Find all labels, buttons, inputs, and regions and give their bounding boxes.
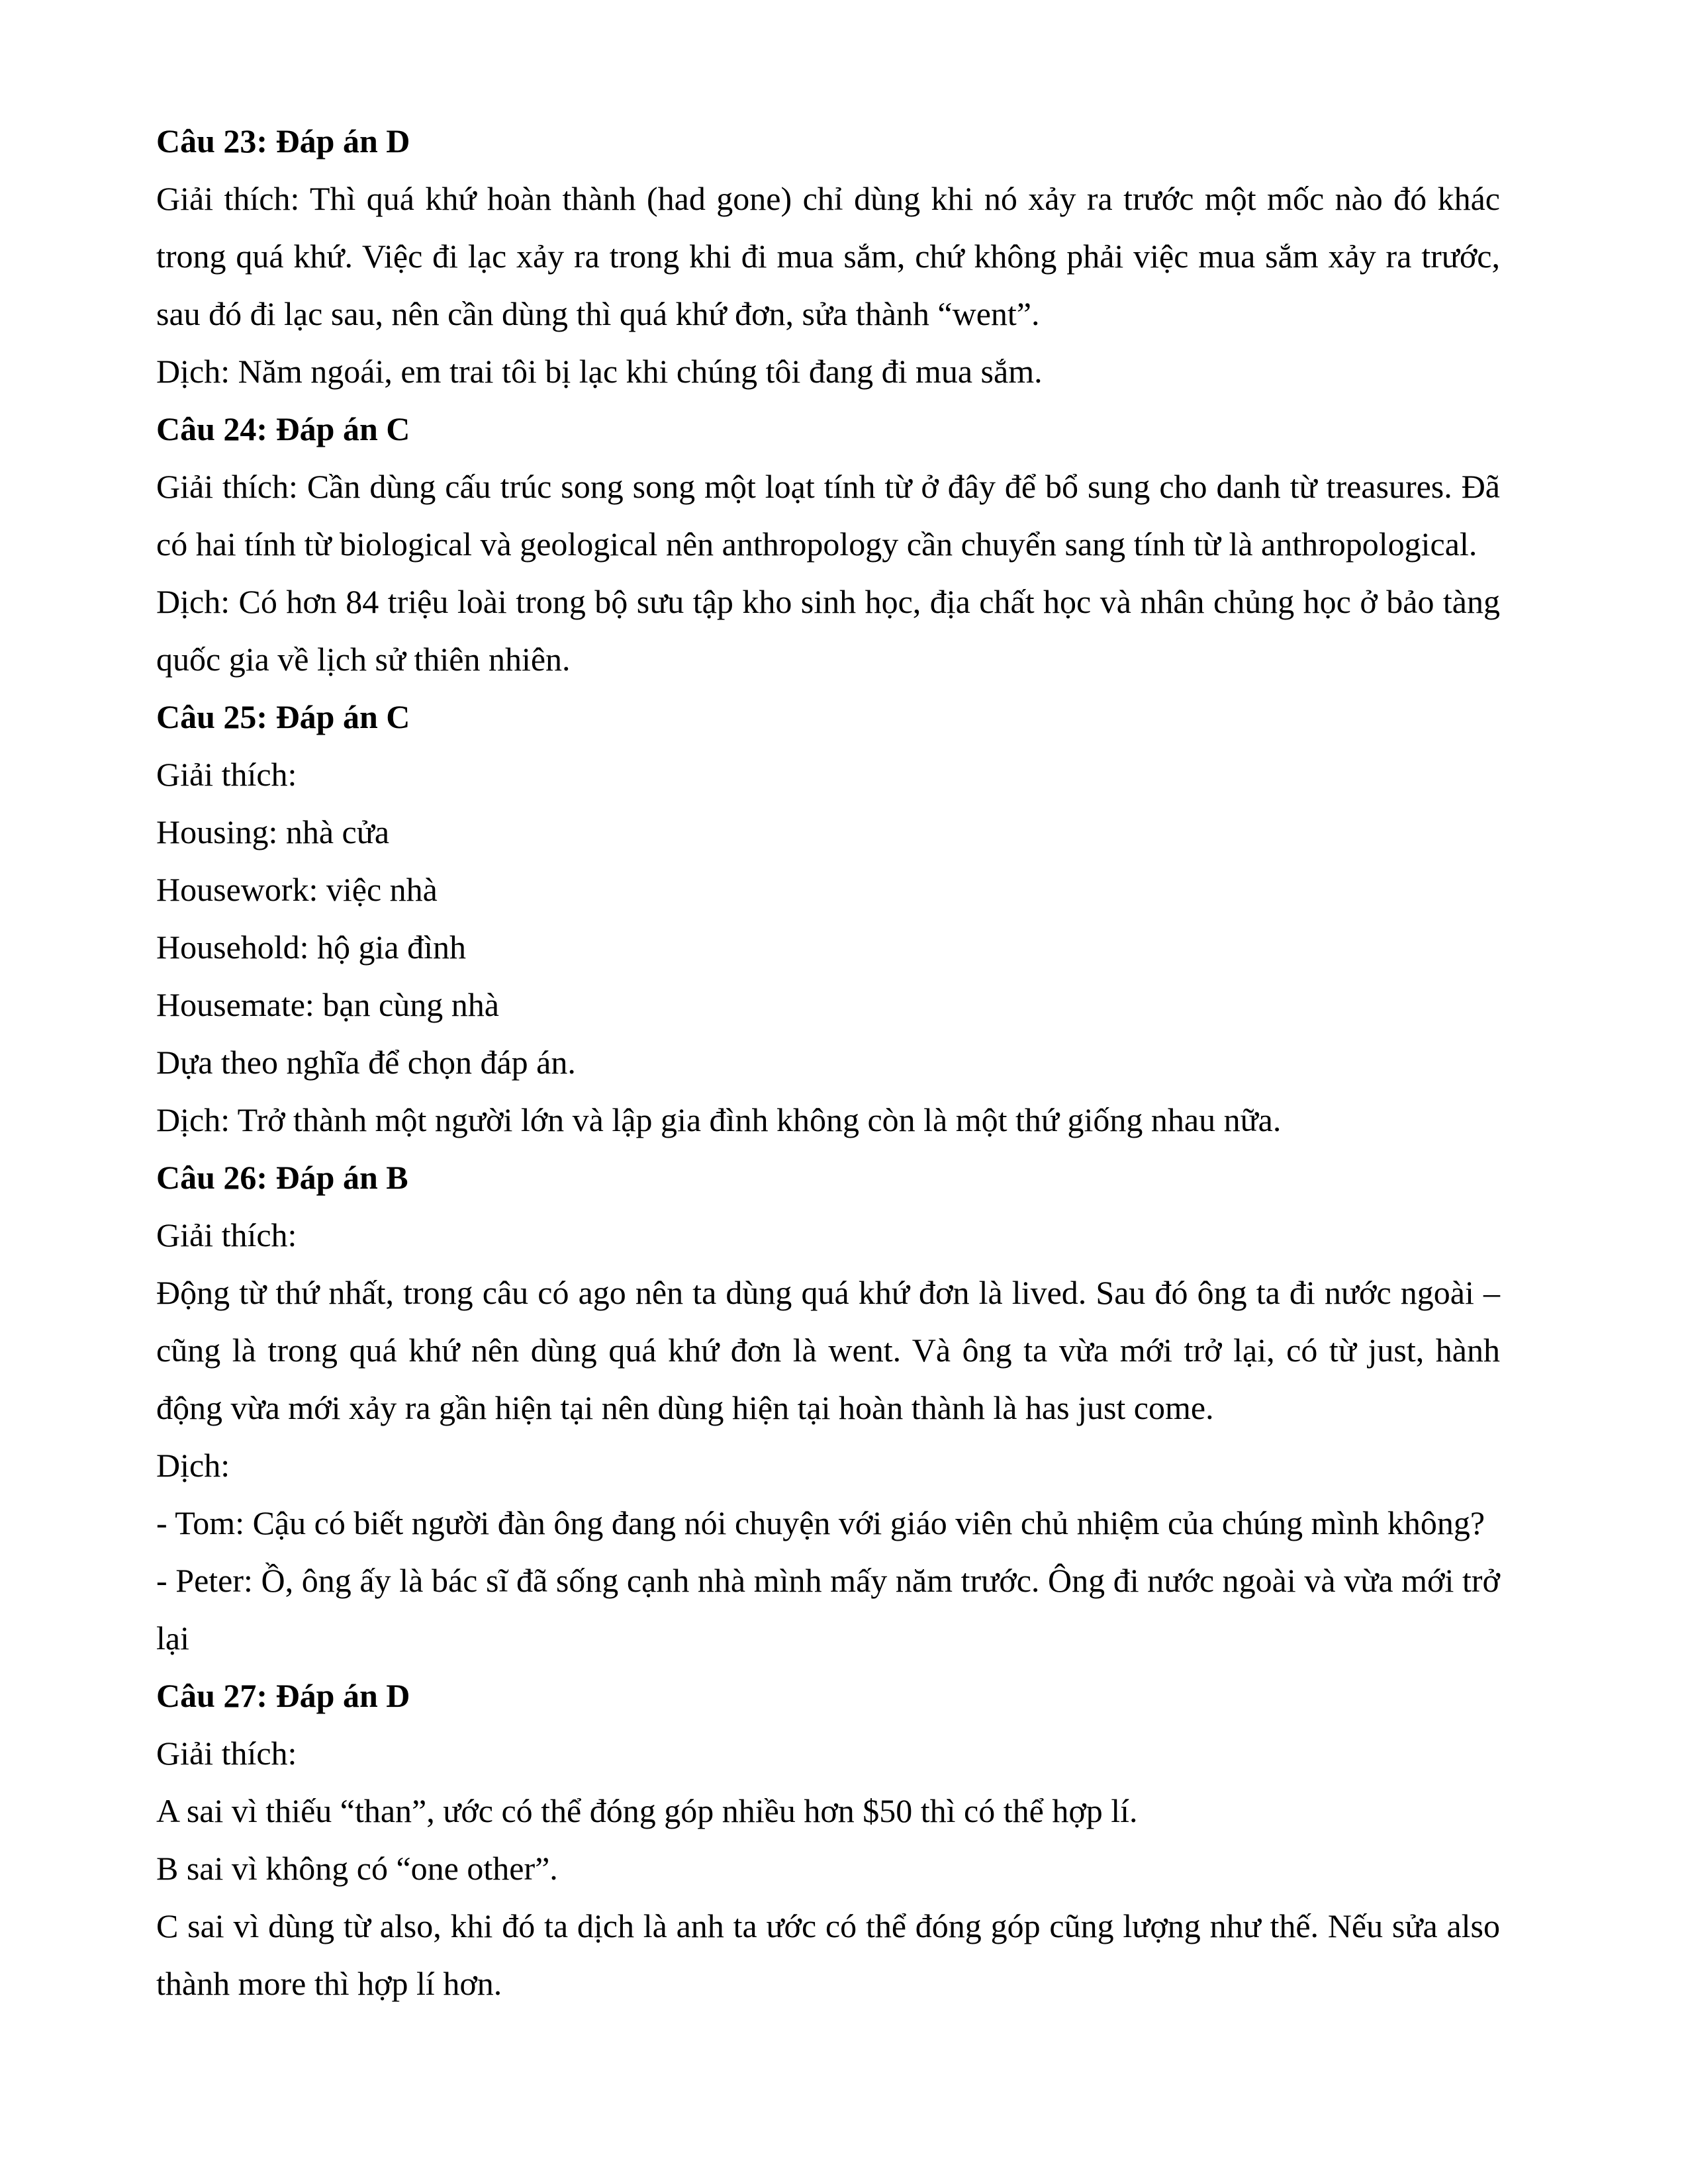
vocabulary-item-housework: Housework: việc nhà <box>156 871 438 908</box>
answer-point-b: B sai vì không có “one other”. <box>156 1850 558 1887</box>
answer-point-a: A sai vì thiếu “than”, ước có thể đóng góp nhiều hơn $50 thì có thể hợp lí. <box>156 1792 1138 1829</box>
question-24-heading: Câu 24: Đáp án C <box>156 410 410 447</box>
question-26 <box>156 1149 1500 1667</box>
question-27-explanation-label: Giải thích: <box>156 1735 297 1772</box>
question-23 <box>156 113 1500 400</box>
question-26-heading: Câu 26: Đáp án B <box>156 1159 408 1196</box>
dialogue-line-peter: - Peter: Ồ, ông ấy là bác sĩ đã sống cạnh nhà mình mấy năm trước. Ông đi nước ngoài và vừa mới trở lại <box>156 1562 1500 1657</box>
question-23-explanation: Giải thích: Thì quá khứ hoàn thành (had gone) chỉ dùng khi nó xảy ra trước một mốc nào đó khác trong quá khứ. Việc đi lạc xảy ra trong khi đi mua sắm, chứ không phải việc mua sắm xảy ra trước, sau đó đi lạc sau, nên cần dùng thì quá khứ đơn, sửa thành “went”. <box>156 180 1500 332</box>
question-25 <box>156 688 1500 1149</box>
question-24-translation: Dịch: Có hơn 84 triệu loài trong bộ sưu tập kho sinh học, địa chất học và nhân chủng học ở bảo tàng quốc gia về lịch sử thiên nhiên. <box>156 583 1500 678</box>
question-26-explanation-label: Giải thích: <box>156 1216 297 1253</box>
question-25-explanation-label: Giải thích: <box>156 756 297 793</box>
vocabulary-item-household: Household: hộ gia đình <box>156 929 467 966</box>
question-25-note: Dựa theo nghĩa để chọn đáp án. <box>156 1044 576 1081</box>
question-26-translation-label: Dịch: <box>156 1447 230 1484</box>
dialogue-line-tom: - Tom: Cậu có biết người đàn ông đang nói chuyện với giáo viên chủ nhiệm của chúng mình không? <box>156 1504 1485 1541</box>
question-25-translation: Dịch: Trở thành một người lớn và lập gia đình không còn là một thứ giống nhau nữa. <box>156 1101 1282 1138</box>
vocabulary-item-housemate: Housemate: bạn cùng nhà <box>156 986 499 1023</box>
question-23-heading: Câu 23: Đáp án D <box>156 122 410 159</box>
question-27-heading: Câu 27: Đáp án D <box>156 1677 410 1714</box>
question-23-translation: Dịch: Năm ngoái, em trai tôi bị lạc khi chúng tôi đang đi mua sắm. <box>156 353 1043 390</box>
question-24 <box>156 400 1500 688</box>
answer-point-c: C sai vì dùng từ also, khi đó ta dịch là anh ta ước có thể đóng góp cũng lượng như thế. Nếu sửa also thành more thì hợp lí hơn. <box>156 1907 1500 2002</box>
question-27 <box>156 1667 1500 2013</box>
document-page <box>156 113 1500 2013</box>
question-24-explanation: Giải thích: Cần dùng cấu trúc song song một loạt tính từ ở đây để bổ sung cho danh từ treasures. Đã có hai tính từ biological và geological nên anthropology cần chuyển sang tính từ là anthropological. <box>156 468 1500 563</box>
question-25-heading: Câu 25: Đáp án C <box>156 698 410 735</box>
vocabulary-item-housing: Housing: nhà cửa <box>156 813 390 850</box>
question-26-explanation: Động từ thứ nhất, trong câu có ago nên ta dùng quá khứ đơn là lived. Sau đó ông ta đi nước ngoài – cũng là trong quá khứ nên dùng quá khứ đơn là went. Và ông ta vừa mới trở lại, có từ just, hành động vừa mới xảy ra gần hiện tại nên dùng hiện tại hoàn thành là has just come. <box>156 1274 1500 1426</box>
